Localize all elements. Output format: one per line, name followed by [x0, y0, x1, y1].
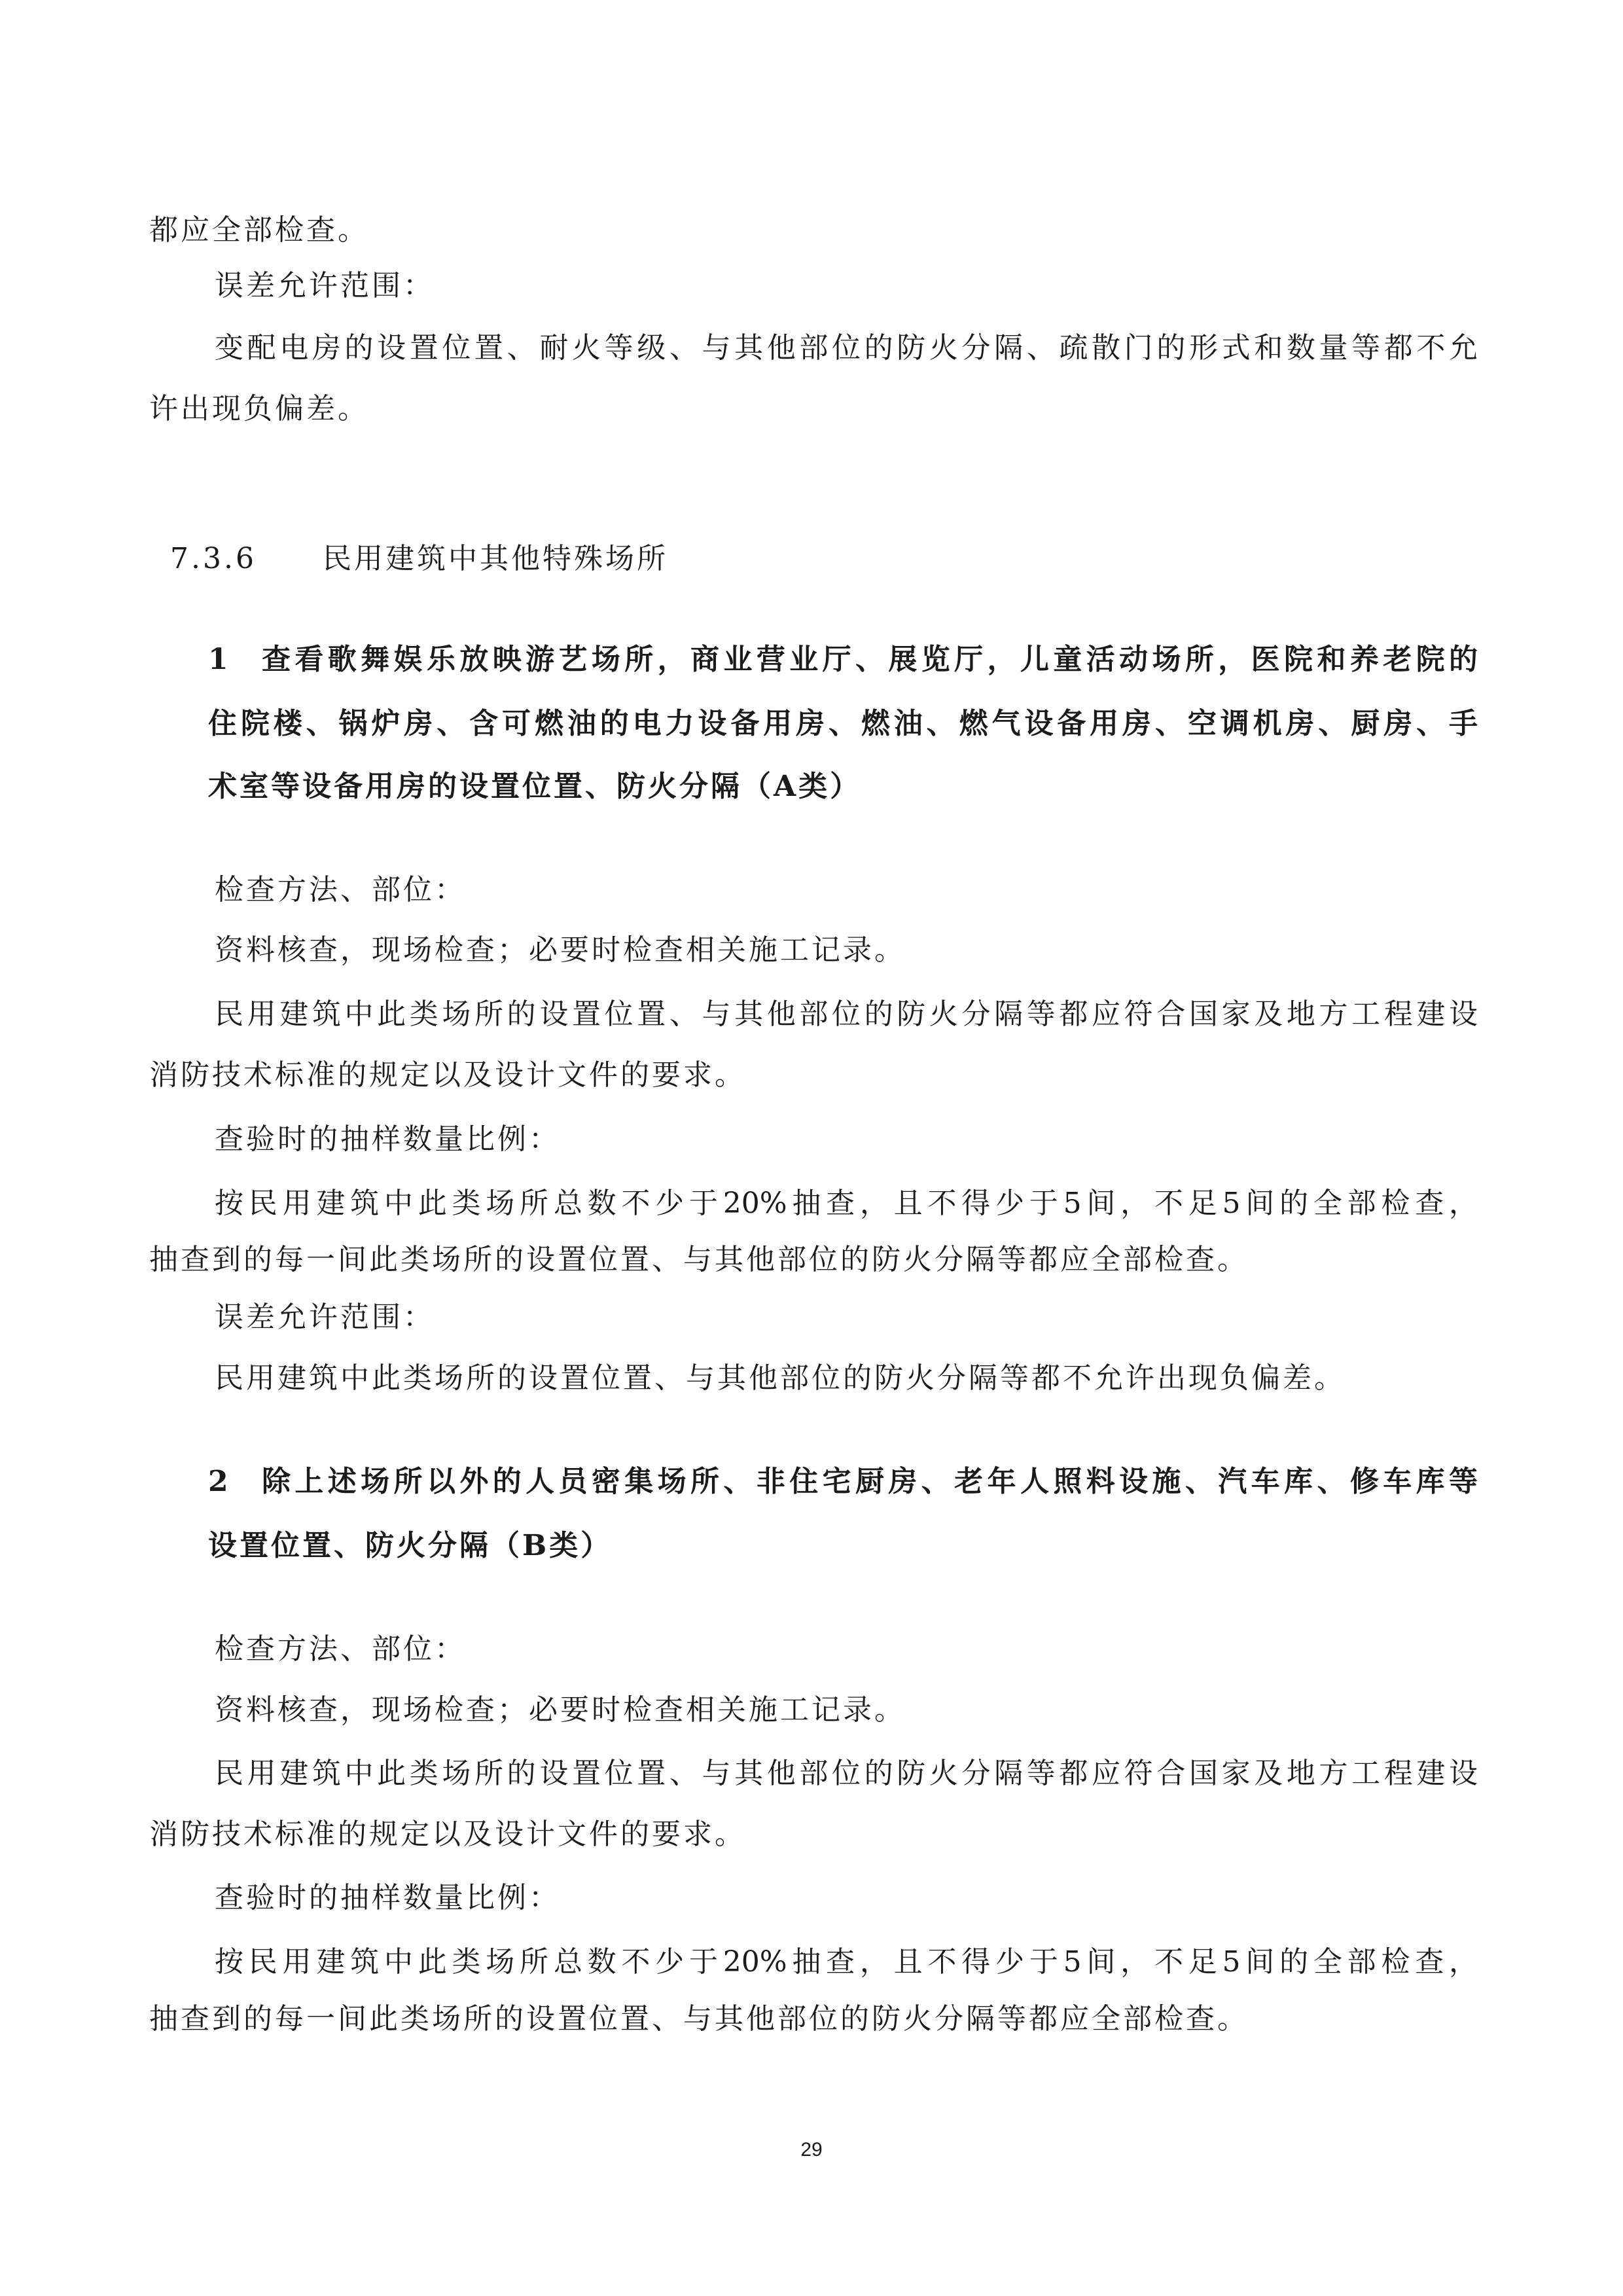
text-line: 民用建筑中此类场所的设置位置、与其他部位的防火分隔等都应符合国家及地方工程建设 — [215, 997, 1478, 1031]
item-number: 2 — [208, 1465, 231, 1498]
section-number: 7.3.6 — [170, 542, 257, 575]
item-heading-line: 术室等设备用房的设置位置、防火分隔（A类） — [208, 770, 862, 803]
item-heading-line: 除上述场所以外的人员密集场所、非住宅厨房、老年人照料设施、汽车库、修车库等 — [262, 1465, 1478, 1498]
text-line: 查验时的抽样数量比例： — [215, 1122, 560, 1156]
text-line: 误差允许范围： — [215, 1300, 435, 1334]
text-line: 误差允许范围： — [215, 269, 435, 302]
text-line: 资料核查，现场检查；必要时检查相关施工记录。 — [215, 1693, 906, 1727]
text-line: 抽查到的每一间此类场所的设置位置、与其他部位的防火分隔等都应全部检查。 — [149, 2002, 1249, 2036]
item-heading-line: 查看歌舞娱乐放映游艺场所，商业营业厅、展览厅，儿童活动场所，医院和养老院的 — [262, 643, 1478, 676]
text-line: 按民用建筑中此类场所总数不少于20%抽查，且不得少于5间，不足5间的全部检查， — [215, 1945, 1478, 1979]
text-line: 抽查到的每一间此类场所的设置位置、与其他部位的防火分隔等都应全部检查。 — [149, 1243, 1249, 1276]
text-line: 按民用建筑中此类场所总数不少于20%抽查，且不得少于5间，不足5间的全部检查， — [215, 1187, 1478, 1220]
item-number: 1 — [208, 643, 231, 676]
item-heading-line: 住院楼、锅炉房、含可燃油的电力设备用房、燃油、燃气设备用房、空调机房、厨房、手 — [208, 707, 1478, 740]
text-line: 检查方法、部位： — [215, 1632, 466, 1666]
page-number: 29 — [800, 2139, 823, 2161]
text-line: 查验时的抽样数量比例： — [215, 1881, 560, 1914]
text-line: 消防技术标准的规定以及设计文件的要求。 — [149, 1818, 746, 1851]
text-line: 许出现负偏差。 — [149, 392, 369, 425]
text-line: 消防技术标准的规定以及设计文件的要求。 — [149, 1058, 746, 1092]
text-line: 都应全部检查。 — [149, 213, 369, 247]
text-line: 检查方法、部位： — [215, 873, 466, 906]
text-line: 资料核查，现场检查；必要时检查相关施工记录。 — [215, 933, 906, 967]
text-line: 民用建筑中此类场所的设置位置、与其他部位的防火分隔等都应符合国家及地方工程建设 — [215, 1757, 1478, 1790]
section-heading: 民用建筑中其他特殊场所 — [323, 542, 668, 575]
item-heading-line: 设置位置、防火分隔（B类） — [208, 1529, 613, 1562]
text-line: 变配电房的设置位置、耐火等级、与其他部位的防火分隔、疏散门的形式和数量等都不允 — [215, 331, 1478, 365]
text-line: 民用建筑中此类场所的设置位置、与其他部位的防火分隔等都不允许出现负偏差。 — [215, 1361, 1346, 1395]
